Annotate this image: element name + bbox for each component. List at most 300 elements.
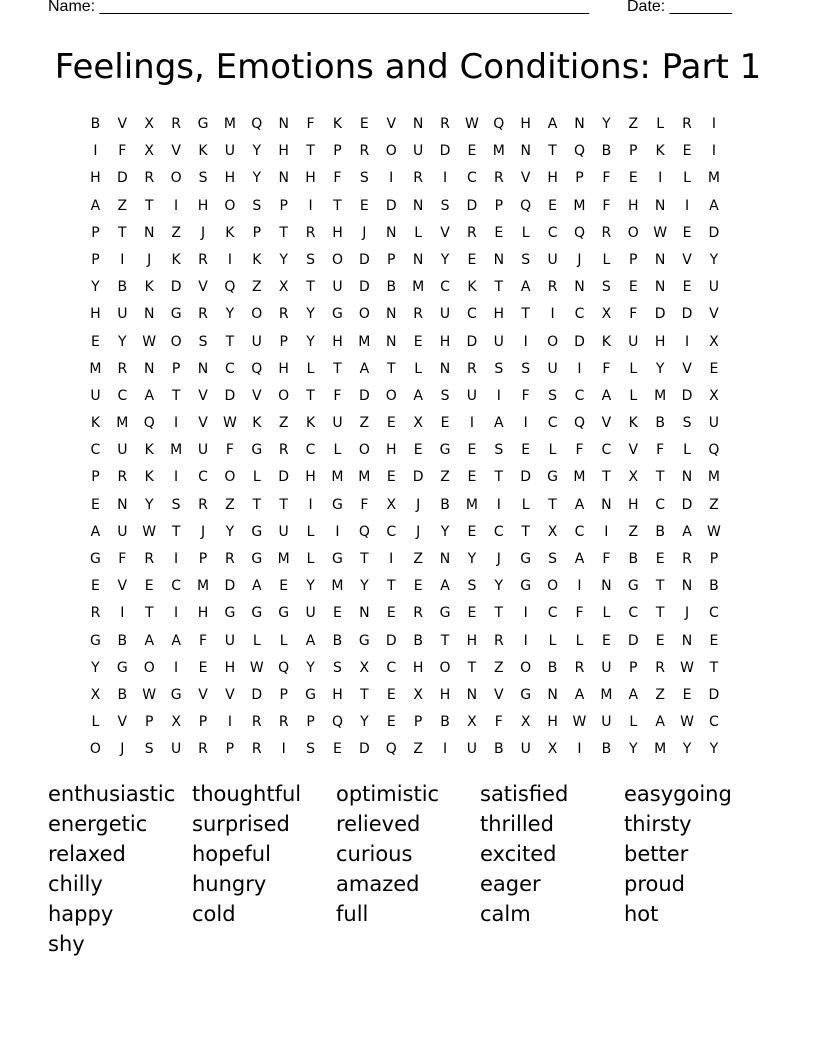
- grid-letter: O: [627, 224, 639, 241]
- grid-letter: L: [306, 360, 315, 377]
- grid-letter: M: [412, 279, 425, 296]
- grid-letter: M: [331, 578, 344, 595]
- grid-letter: V: [198, 415, 208, 432]
- grid-letter: V: [628, 442, 639, 459]
- grid-letter: L: [548, 442, 557, 459]
- grid-letter: N: [681, 632, 693, 649]
- grid-letter: I: [227, 714, 232, 731]
- grid-letter: K: [198, 143, 208, 160]
- grid-letter: I: [711, 116, 716, 132]
- grid-letter: C: [547, 415, 558, 432]
- grid-letter: S: [467, 578, 477, 595]
- grid-letter: N: [386, 333, 397, 350]
- grid-letter: L: [602, 251, 611, 268]
- word-list-item: full: [336, 902, 369, 926]
- grid-letter: N: [143, 360, 155, 377]
- grid-letter: G: [251, 442, 263, 459]
- grid-letter: S: [198, 333, 208, 350]
- grid-letter: M: [465, 496, 478, 513]
- grid-letter: R: [171, 116, 181, 132]
- grid-letter: B: [655, 523, 665, 540]
- grid-letter: C: [574, 387, 585, 404]
- grid-letter: T: [467, 659, 477, 676]
- grid-letter: Z: [413, 551, 423, 567]
- grid-letter: Z: [494, 659, 504, 676]
- grid-letter: R: [601, 224, 612, 241]
- grid-letter: F: [602, 551, 611, 567]
- grid-letter: E: [548, 197, 558, 214]
- grid-letter: U: [117, 523, 128, 540]
- grid-letter: Y: [682, 741, 692, 758]
- grid-letter: R: [225, 551, 235, 567]
- grid-letter: Z: [413, 741, 423, 758]
- grid-letter: Q: [708, 442, 720, 459]
- grid-letter: X: [547, 741, 558, 758]
- grid-letter: R: [682, 551, 692, 567]
- grid-letter: R: [467, 224, 477, 241]
- grid-letter: A: [709, 197, 719, 214]
- grid-letter: T: [252, 496, 262, 513]
- grid-letter: I: [308, 197, 313, 214]
- grid-letter: Q: [520, 197, 532, 214]
- grid-letter: D: [708, 686, 720, 703]
- grid-letter: C: [467, 306, 477, 323]
- grid-letter: B: [440, 496, 450, 513]
- grid-letter: E: [333, 605, 342, 622]
- grid-letter: E: [386, 714, 396, 731]
- grid-letter: I: [550, 306, 555, 323]
- grid-letter: Y: [252, 170, 262, 187]
- grid-letter: S: [548, 551, 558, 567]
- grid-letter: B: [709, 578, 719, 595]
- grid-letter: M: [600, 686, 613, 703]
- grid-letter: R: [198, 741, 208, 758]
- grid-letter: D: [358, 741, 370, 758]
- grid-letter: I: [496, 496, 501, 513]
- grid-letter: C: [547, 605, 558, 622]
- grid-letter: S: [548, 387, 558, 404]
- grid-letter: U: [547, 251, 558, 268]
- grid-letter: F: [602, 360, 611, 377]
- grid-letter: I: [523, 605, 528, 622]
- grid-letter: W: [222, 415, 237, 432]
- grid-letter: J: [496, 551, 501, 567]
- grid-letter: T: [171, 387, 181, 404]
- grid-letter: E: [386, 605, 396, 622]
- grid-letter: D: [224, 578, 236, 595]
- grid-letter: E: [91, 496, 100, 513]
- grid-letter: I: [281, 741, 286, 758]
- grid-letter: B: [601, 143, 612, 160]
- grid-letter: P: [494, 197, 504, 214]
- grid-letter: N: [439, 360, 451, 377]
- grid-letter: J: [120, 741, 125, 758]
- grid-letter: P: [413, 714, 423, 731]
- grid-letter: M: [707, 170, 720, 187]
- grid-letter: Z: [655, 686, 665, 703]
- word-list-item: enthusiastic: [48, 782, 176, 806]
- grid-letter: G: [197, 116, 209, 132]
- grid-letter: D: [439, 143, 451, 160]
- grid-letter: P: [333, 143, 342, 160]
- grid-letter: W: [249, 659, 264, 676]
- grid-letter: T: [144, 197, 154, 214]
- grid-letter: S: [306, 251, 316, 268]
- grid-letter: G: [627, 578, 639, 595]
- word-list-item: cold: [192, 902, 236, 926]
- grid-letter: Y: [709, 251, 719, 268]
- grid-letter: Z: [117, 197, 128, 214]
- grid-letter: U: [708, 279, 720, 296]
- grid-letter: O: [520, 659, 532, 676]
- grid-letter: P: [145, 714, 154, 731]
- grid-letter: L: [414, 360, 423, 377]
- grid-letter: I: [523, 415, 528, 432]
- grid-letter: A: [574, 496, 585, 513]
- grid-letter: U: [332, 415, 343, 432]
- grid-letter: G: [278, 605, 290, 622]
- grid-letter: D: [708, 224, 720, 241]
- grid-letter: I: [658, 170, 663, 187]
- grid-letter: I: [389, 170, 394, 187]
- grid-letter: E: [521, 442, 531, 459]
- grid-letter: G: [90, 551, 101, 567]
- grid-letter: D: [358, 279, 370, 296]
- grid-letter: R: [682, 116, 692, 132]
- grid-letter: X: [359, 659, 370, 676]
- grid-letter: Z: [251, 279, 262, 296]
- grid-letter: I: [389, 551, 394, 567]
- grid-letter: T: [306, 279, 315, 296]
- grid-letter: R: [198, 496, 208, 513]
- grid-letter: P: [279, 333, 288, 350]
- grid-letter: L: [602, 605, 611, 622]
- grid-letter: F: [360, 496, 369, 513]
- grid-letter: Q: [385, 741, 397, 758]
- grid-letter: X: [278, 279, 289, 296]
- grid-letter: W: [142, 686, 157, 703]
- grid-letter: Y: [225, 306, 235, 323]
- grid-letter: N: [681, 578, 693, 595]
- grid-letter: B: [413, 632, 423, 649]
- grid-letter: E: [682, 143, 692, 160]
- grid-letter: T: [279, 496, 288, 513]
- grid-letter: I: [174, 659, 179, 676]
- grid-letter: U: [117, 442, 128, 459]
- word-list-item: easygoing: [624, 782, 732, 806]
- grid-letter: V: [494, 686, 504, 703]
- grid-letter: B: [117, 686, 128, 703]
- grid-letter: A: [520, 279, 531, 296]
- grid-letter: A: [171, 632, 181, 649]
- grid-letter: V: [117, 578, 128, 595]
- word-list-item: thoughtful: [192, 782, 302, 806]
- grid-letter: H: [332, 333, 343, 350]
- grid-letter: V: [682, 360, 692, 377]
- grid-letter: B: [494, 741, 504, 758]
- grid-letter: R: [440, 116, 450, 132]
- grid-letter: C: [117, 387, 128, 404]
- name-field-label: Name: _______________________________________________________: [48, 0, 589, 15]
- grid-letter: K: [305, 415, 316, 432]
- grid-letter: E: [359, 116, 369, 132]
- grid-letter: C: [171, 578, 181, 595]
- grid-letter: P: [387, 251, 396, 268]
- grid-letter: U: [520, 741, 531, 758]
- grid-letter: H: [654, 333, 666, 350]
- grid-letter: U: [439, 306, 451, 323]
- grid-letter: S: [252, 197, 262, 214]
- grid-letter: B: [386, 279, 397, 296]
- grid-letter: P: [575, 170, 584, 187]
- grid-letter: C: [386, 523, 397, 540]
- grid-letter: S: [144, 741, 154, 758]
- grid-letter: S: [521, 360, 531, 377]
- grid-letter: E: [333, 741, 342, 758]
- grid-letter: C: [90, 442, 101, 459]
- word-list-item: eager: [480, 872, 541, 896]
- grid-letter: J: [684, 605, 690, 622]
- grid-letter: P: [91, 251, 100, 268]
- grid-letter: T: [521, 523, 530, 540]
- grid-letter: J: [577, 251, 582, 268]
- date-field-label: Date: _______: [627, 0, 732, 15]
- grid-letter: I: [577, 741, 582, 758]
- grid-letter: A: [144, 632, 155, 649]
- grid-letter: D: [358, 387, 370, 404]
- grid-letter: N: [601, 496, 612, 513]
- grid-letter: I: [174, 551, 179, 567]
- grid-letter: E: [413, 442, 423, 459]
- grid-letter: U: [278, 523, 289, 540]
- grid-letter: O: [170, 170, 182, 187]
- grid-letter: I: [308, 496, 313, 513]
- grid-letter: H: [332, 224, 343, 241]
- grid-letter: E: [467, 251, 477, 268]
- grid-letter: H: [332, 686, 343, 703]
- grid-letter: N: [574, 279, 585, 296]
- grid-letter: I: [711, 143, 716, 160]
- grid-letter: P: [279, 197, 288, 214]
- grid-letter: H: [90, 170, 101, 187]
- grid-letter: U: [197, 442, 209, 459]
- grid-letter: D: [466, 197, 478, 214]
- grid-letter: K: [144, 442, 154, 459]
- grid-letter: O: [331, 251, 343, 268]
- grid-letter: O: [224, 469, 236, 486]
- grid-letter: H: [627, 496, 639, 513]
- grid-letter: H: [278, 143, 289, 160]
- grid-letter: G: [90, 632, 101, 649]
- grid-letter: D: [116, 170, 128, 187]
- grid-letter: A: [494, 415, 504, 432]
- grid-letter: N: [143, 224, 155, 241]
- grid-letter: L: [683, 442, 691, 459]
- grid-letter: E: [359, 197, 369, 214]
- grid-letter: T: [655, 578, 665, 595]
- grid-letter: P: [91, 469, 100, 486]
- grid-letter: S: [440, 387, 450, 404]
- grid-letter: G: [332, 551, 343, 567]
- word-list-item: better: [624, 842, 689, 866]
- grid-letter: L: [575, 632, 584, 649]
- grid-letter: J: [416, 496, 421, 513]
- grid-letter: N: [439, 551, 451, 567]
- grid-letter: I: [120, 251, 125, 268]
- grid-letter: P: [225, 741, 235, 758]
- grid-letter: Z: [628, 523, 639, 540]
- grid-letter: J: [200, 523, 206, 540]
- grid-letter: R: [359, 143, 370, 160]
- grid-letter: R: [117, 469, 128, 486]
- grid-letter: L: [252, 469, 261, 486]
- grid-letter: S: [306, 741, 316, 758]
- grid-letter: C: [225, 360, 235, 377]
- grid-letter: X: [144, 116, 155, 132]
- grid-letter: Q: [251, 116, 263, 132]
- grid-letter: W: [142, 333, 157, 350]
- grid-letter: N: [412, 116, 424, 132]
- grid-letter: G: [520, 551, 532, 567]
- grid-letter: E: [709, 360, 719, 377]
- grid-letter: T: [494, 605, 504, 622]
- grid-letter: G: [170, 686, 182, 703]
- grid-letter: J: [147, 251, 152, 268]
- grid-letter: M: [223, 116, 236, 132]
- grid-letter: D: [170, 279, 182, 296]
- grid-letter: B: [117, 632, 128, 649]
- grid-letter: C: [628, 605, 639, 622]
- grid-letter: Y: [306, 333, 315, 350]
- grid-letter: W: [707, 523, 721, 540]
- grid-letter: R: [251, 741, 262, 758]
- grid-letter: V: [171, 143, 181, 160]
- grid-letter: G: [520, 578, 532, 595]
- grid-letter: T: [279, 224, 288, 241]
- grid-letter: I: [442, 741, 448, 758]
- grid-letter: F: [118, 551, 127, 567]
- grid-letter: H: [224, 170, 236, 187]
- grid-letter: V: [252, 387, 262, 404]
- grid-letter: T: [655, 469, 665, 486]
- grid-letter: X: [709, 387, 719, 404]
- grid-letter: I: [174, 415, 179, 432]
- grid-letter: N: [386, 306, 397, 323]
- grid-letter: N: [654, 279, 666, 296]
- grid-letter: T: [118, 224, 127, 241]
- grid-letter: K: [601, 333, 611, 350]
- grid-letter: P: [306, 714, 315, 731]
- grid-letter: C: [574, 306, 585, 323]
- grid-letter: Y: [252, 143, 262, 160]
- grid-letter: P: [198, 714, 208, 731]
- grid-letter: T: [333, 197, 342, 214]
- grid-letter: V: [117, 714, 128, 731]
- grid-letter: A: [601, 387, 612, 404]
- word-list-item: calm: [480, 902, 531, 926]
- word-list-item: curious: [336, 842, 413, 866]
- grid-letter: V: [198, 279, 208, 296]
- grid-letter: Q: [493, 116, 505, 132]
- grid-letter: D: [385, 632, 397, 649]
- grid-letter: K: [90, 415, 101, 432]
- word-list-item: surprised: [192, 812, 290, 836]
- grid-letter: U: [332, 279, 343, 296]
- grid-letter: B: [90, 116, 101, 132]
- grid-letter: I: [523, 632, 528, 649]
- grid-letter: E: [655, 551, 665, 567]
- grid-letter: D: [224, 387, 236, 404]
- word-list-item: happy: [48, 902, 114, 926]
- grid-letter: E: [628, 279, 638, 296]
- grid-letter: I: [577, 578, 582, 595]
- grid-letter: K: [252, 251, 262, 268]
- grid-letter: R: [144, 551, 155, 567]
- grid-letter: Z: [359, 415, 370, 432]
- grid-letter: E: [144, 578, 154, 595]
- grid-letter: Y: [306, 578, 315, 595]
- word-list-item: amazed: [336, 872, 420, 896]
- grid-letter: Y: [440, 523, 450, 540]
- grid-letter: T: [521, 306, 530, 323]
- grid-letter: C: [493, 523, 504, 540]
- grid-letter: Q: [331, 714, 343, 731]
- grid-letter: T: [602, 469, 611, 486]
- grid-letter: D: [681, 496, 693, 513]
- letter-grid: [82, 111, 727, 764]
- grid-letter: G: [358, 632, 370, 649]
- grid-letter: W: [653, 224, 668, 241]
- grid-letter: Z: [440, 469, 450, 486]
- grid-letter: Z: [171, 224, 181, 241]
- grid-letter: T: [494, 279, 504, 296]
- grid-letter: I: [174, 605, 179, 622]
- grid-letter: R: [90, 605, 101, 622]
- word-list-item: relaxed: [48, 842, 126, 866]
- grid-letter: E: [440, 415, 450, 432]
- grid-letter: Y: [440, 251, 450, 268]
- grid-letter: A: [547, 116, 558, 132]
- grid-letter: L: [629, 360, 638, 377]
- grid-letter: F: [656, 442, 665, 459]
- grid-letter: T: [225, 333, 235, 350]
- grid-letter: O: [385, 143, 397, 160]
- grid-letter: Z: [225, 496, 235, 513]
- grid-letter: S: [494, 360, 504, 377]
- grid-letter: C: [547, 224, 558, 241]
- grid-letter: Y: [602, 116, 611, 132]
- grid-letter: P: [629, 143, 638, 160]
- grid-letter: Q: [573, 415, 585, 432]
- grid-letter: T: [306, 143, 315, 160]
- grid-letter: O: [358, 442, 370, 459]
- grid-letter: B: [655, 415, 665, 432]
- grid-letter: F: [306, 116, 315, 132]
- grid-letter: E: [467, 442, 477, 459]
- grid-letter: V: [386, 116, 397, 132]
- grid-letter: F: [198, 632, 208, 649]
- grid-letter: T: [144, 605, 154, 622]
- word-list: [48, 779, 768, 959]
- grid-letter: H: [305, 170, 316, 187]
- grid-letter: B: [547, 659, 558, 676]
- grid-letter: E: [601, 632, 611, 649]
- grid-letter: C: [574, 523, 585, 540]
- word-list-item: relieved: [336, 812, 421, 836]
- grid-letter: U: [601, 714, 612, 731]
- grid-letter: C: [655, 496, 666, 513]
- grid-letter: L: [252, 632, 261, 649]
